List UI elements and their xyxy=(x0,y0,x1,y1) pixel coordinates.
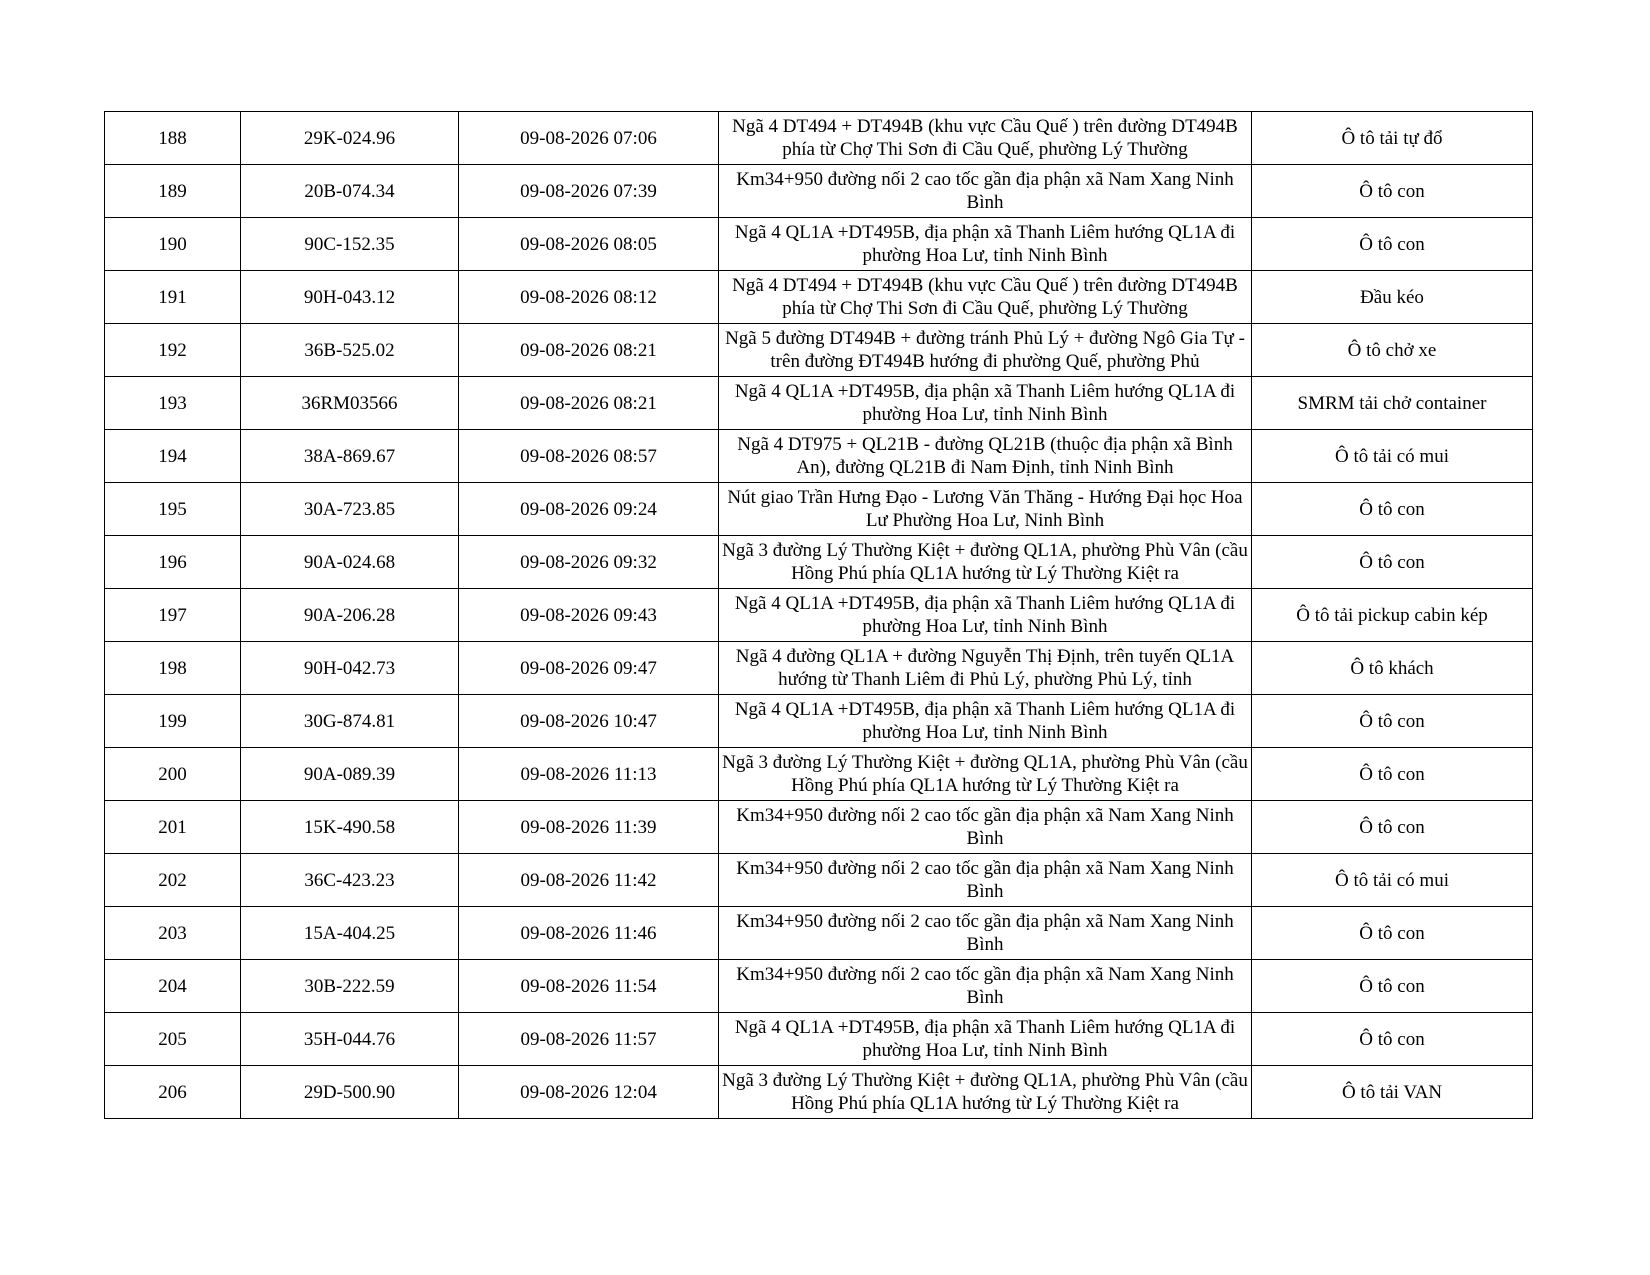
vehicle-type-cell: Ô tô con xyxy=(1252,748,1533,801)
row-number-cell: 203 xyxy=(105,907,241,960)
table-row xyxy=(105,1013,1533,1066)
violation-time-cell: 09-08-2026 12:04 xyxy=(459,1066,719,1119)
row-number-cell: 196 xyxy=(105,536,241,589)
violation-time-cell: 09-08-2026 07:06 xyxy=(459,112,719,165)
table-row xyxy=(105,430,1533,483)
license-plate-cell: 90A-206.28 xyxy=(241,589,459,642)
location-text: Ngã 4 QL1A +DT495B, địa phận xã Thanh Liêm hướng QL1A đi phường Hoa Lư, tỉnh Ninh Bình xyxy=(734,1017,1236,1061)
violation-location-cell xyxy=(719,536,1252,589)
row-number-cell: 193 xyxy=(105,377,241,430)
vehicle-type-cell: Ô tô tải tự đổ xyxy=(1252,112,1533,165)
row-number-cell: 188 xyxy=(105,112,241,165)
violation-location-cell xyxy=(719,854,1252,907)
violation-location-cell xyxy=(719,112,1252,165)
license-plate-cell: 30A-723.85 xyxy=(241,483,459,536)
license-plate-cell: 36RM03566 xyxy=(241,377,459,430)
location-text: Km34+950 đường nối 2 cao tốc gần địa phận xã Nam Xang Ninh Bình xyxy=(736,169,1234,213)
vehicle-type-cell: Ô tô con xyxy=(1252,165,1533,218)
violation-time-cell: 09-08-2026 07:39 xyxy=(459,165,719,218)
license-plate-cell: 36C-423.23 xyxy=(241,854,459,907)
vehicle-type-cell: Ô tô con xyxy=(1252,536,1533,589)
vehicle-type-cell: Ô tô con xyxy=(1252,1013,1533,1066)
row-number-cell: 204 xyxy=(105,960,241,1013)
row-number-cell: 189 xyxy=(105,165,241,218)
violation-location-cell xyxy=(719,589,1252,642)
vehicle-type-cell: Ô tô tải VAN xyxy=(1252,1066,1533,1119)
license-plate-cell: 38A-869.67 xyxy=(241,430,459,483)
violation-location-cell xyxy=(719,801,1252,854)
vehicle-type-cell: SMRM tải chở container xyxy=(1252,377,1533,430)
license-plate-cell: 90H-043.12 xyxy=(241,271,459,324)
table-row xyxy=(105,483,1533,536)
row-number-cell: 194 xyxy=(105,430,241,483)
location-text: Km34+950 đường nối 2 cao tốc gần địa phận xã Nam Xang Ninh Bình xyxy=(736,964,1234,1008)
license-plate-cell: 90A-024.68 xyxy=(241,536,459,589)
violation-location-cell xyxy=(719,483,1252,536)
license-plate-cell: 90H-042.73 xyxy=(241,642,459,695)
table-row xyxy=(105,907,1533,960)
location-text: Ngã 4 DT494 + DT494B (khu vực Cầu Quế ) trên đường DT494B phía từ Chợ Thi Sơn đi Cầu Quế, phường Lý Thường xyxy=(732,275,1238,319)
table-row xyxy=(105,589,1533,642)
violation-location-cell xyxy=(719,960,1252,1013)
violation-location-cell xyxy=(719,748,1252,801)
vehicle-type-cell: Ô tô khách xyxy=(1252,642,1533,695)
table-row xyxy=(105,801,1533,854)
violation-location-cell xyxy=(719,271,1252,324)
violation-time-cell: 09-08-2026 11:57 xyxy=(459,1013,719,1066)
row-number-cell: 190 xyxy=(105,218,241,271)
license-plate-cell: 30B-222.59 xyxy=(241,960,459,1013)
location-text: Ngã 3 đường Lý Thường Kiệt + đường QL1A, phường Phù Vân (cầu Hồng Phú phía QL1A hướng từ Lý Thường Kiệt ra xyxy=(722,752,1248,796)
location-text: Ngã 4 QL1A +DT495B, địa phận xã Thanh Liêm hướng QL1A đi phường Hoa Lư, tỉnh Ninh Bình xyxy=(734,222,1236,266)
location-text: Ngã 4 QL1A +DT495B, địa phận xã Thanh Liêm hướng QL1A đi phường Hoa Lư, tỉnh Ninh Bình xyxy=(734,593,1236,637)
license-plate-cell: 30G-874.81 xyxy=(241,695,459,748)
violation-time-cell: 09-08-2026 11:54 xyxy=(459,960,719,1013)
violation-time-cell: 09-08-2026 11:46 xyxy=(459,907,719,960)
location-text: Km34+950 đường nối 2 cao tốc gần địa phận xã Nam Xang Ninh Bình xyxy=(736,858,1234,902)
violation-time-cell: 09-08-2026 09:32 xyxy=(459,536,719,589)
row-number-cell: 201 xyxy=(105,801,241,854)
vehicle-type-cell: Ô tô chở xe xyxy=(1252,324,1533,377)
location-text: Ngã 4 DT975 + QL21B - đường QL21B (thuộc địa phận xã Bình An), đường QL21B đi Nam Định, tỉnh Ninh Bình xyxy=(737,434,1233,478)
violation-time-cell: 09-08-2026 08:21 xyxy=(459,324,719,377)
vehicle-type-cell: Ô tô tải có mui xyxy=(1252,430,1533,483)
row-number-cell: 199 xyxy=(105,695,241,748)
license-plate-cell: 36B-525.02 xyxy=(241,324,459,377)
location-text: Km34+950 đường nối 2 cao tốc gần địa phận xã Nam Xang Ninh Bình xyxy=(736,805,1234,849)
location-text: Ngã 5 đường DT494B + đường tránh Phủ Lý + đường Ngô Gia Tự - trên đường ĐT494B hướng đi phường Quế, phường Phủ xyxy=(725,328,1245,372)
vehicle-type-cell: Ô tô con xyxy=(1252,218,1533,271)
violation-time-cell: 09-08-2026 09:24 xyxy=(459,483,719,536)
table-row xyxy=(105,271,1533,324)
violation-location-cell xyxy=(719,430,1252,483)
location-text: Ngã 3 đường Lý Thường Kiệt + đường QL1A, phường Phù Vân (cầu Hồng Phú phía QL1A hướng từ Lý Thường Kiệt ra xyxy=(722,1070,1248,1114)
row-number-cell: 197 xyxy=(105,589,241,642)
license-plate-cell: 15K-490.58 xyxy=(241,801,459,854)
row-number-cell: 198 xyxy=(105,642,241,695)
location-text: Ngã 4 QL1A +DT495B, địa phận xã Thanh Liêm hướng QL1A đi phường Hoa Lư, tỉnh Ninh Bình xyxy=(734,699,1236,743)
table-row xyxy=(105,695,1533,748)
vehicle-type-cell: Đầu kéo xyxy=(1252,271,1533,324)
table-row xyxy=(105,536,1533,589)
violation-location-cell xyxy=(719,695,1252,748)
violation-location-cell xyxy=(719,907,1252,960)
violations-table-body xyxy=(105,112,1533,1119)
violation-time-cell: 09-08-2026 08:05 xyxy=(459,218,719,271)
vehicle-type-cell: Ô tô con xyxy=(1252,960,1533,1013)
violation-time-cell: 09-08-2026 09:43 xyxy=(459,589,719,642)
row-number-cell: 195 xyxy=(105,483,241,536)
location-text: Km34+950 đường nối 2 cao tốc gần địa phận xã Nam Xang Ninh Bình xyxy=(736,911,1234,955)
location-text: Ngã 4 QL1A +DT495B, địa phận xã Thanh Liêm hướng QL1A đi phường Hoa Lư, tỉnh Ninh Bình xyxy=(734,381,1236,425)
table-row xyxy=(105,165,1533,218)
license-plate-cell: 90A-089.39 xyxy=(241,748,459,801)
violation-time-cell: 09-08-2026 08:21 xyxy=(459,377,719,430)
table-row xyxy=(105,324,1533,377)
vehicle-type-cell: Ô tô tải có mui xyxy=(1252,854,1533,907)
violation-location-cell xyxy=(719,377,1252,430)
violation-location-cell xyxy=(719,642,1252,695)
violation-location-cell xyxy=(719,165,1252,218)
table-row xyxy=(105,854,1533,907)
row-number-cell: 191 xyxy=(105,271,241,324)
violation-time-cell: 09-08-2026 11:39 xyxy=(459,801,719,854)
location-text: Ngã 4 đường QL1A + đường Nguyễn Thị Định, trên tuyến QL1A hướng từ Thanh Liêm đi Phủ Lý, phường Phủ Lý, tỉnh xyxy=(735,646,1235,690)
table-row xyxy=(105,748,1533,801)
violation-location-cell xyxy=(719,1013,1252,1066)
vehicle-type-cell: Ô tô con xyxy=(1252,801,1533,854)
violation-time-cell: 09-08-2026 08:12 xyxy=(459,271,719,324)
violations-table xyxy=(104,111,1533,1119)
license-plate-cell: 20B-074.34 xyxy=(241,165,459,218)
vehicle-type-cell: Ô tô con xyxy=(1252,907,1533,960)
row-number-cell: 200 xyxy=(105,748,241,801)
row-number-cell: 202 xyxy=(105,854,241,907)
table-row xyxy=(105,377,1533,430)
location-text: Ngã 4 DT494 + DT494B (khu vực Cầu Quế ) trên đường DT494B phía từ Chợ Thi Sơn đi Cầu Quế, phường Lý Thường xyxy=(732,116,1238,160)
table-row xyxy=(105,1066,1533,1119)
license-plate-cell: 15A-404.25 xyxy=(241,907,459,960)
violation-time-cell: 09-08-2026 11:13 xyxy=(459,748,719,801)
violation-location-cell xyxy=(719,218,1252,271)
vehicle-type-cell: Ô tô con xyxy=(1252,695,1533,748)
violation-location-cell xyxy=(719,1066,1252,1119)
table-row xyxy=(105,642,1533,695)
vehicle-type-cell: Ô tô tải pickup cabin kép xyxy=(1252,589,1533,642)
license-plate-cell: 29K-024.96 xyxy=(241,112,459,165)
violation-location-cell xyxy=(719,324,1252,377)
location-text: Nút giao Trần Hưng Đạo - Lương Văn Thăng - Hướng Đại học Hoa Lư Phường Hoa Lư, Ninh Bình xyxy=(727,487,1243,531)
location-text: Ngã 3 đường Lý Thường Kiệt + đường QL1A, phường Phù Vân (cầu Hồng Phú phía QL1A hướng từ Lý Thường Kiệt ra xyxy=(722,540,1248,584)
table-row xyxy=(105,112,1533,165)
violation-time-cell: 09-08-2026 08:57 xyxy=(459,430,719,483)
table-row xyxy=(105,218,1533,271)
row-number-cell: 192 xyxy=(105,324,241,377)
row-number-cell: 206 xyxy=(105,1066,241,1119)
license-plate-cell: 90C-152.35 xyxy=(241,218,459,271)
license-plate-cell: 35H-044.76 xyxy=(241,1013,459,1066)
license-plate-cell: 29D-500.90 xyxy=(241,1066,459,1119)
vehicle-type-cell: Ô tô con xyxy=(1252,483,1533,536)
row-number-cell: 205 xyxy=(105,1013,241,1066)
violation-time-cell: 09-08-2026 10:47 xyxy=(459,695,719,748)
violation-time-cell: 09-08-2026 11:42 xyxy=(459,854,719,907)
table-row xyxy=(105,960,1533,1013)
violation-time-cell: 09-08-2026 09:47 xyxy=(459,642,719,695)
